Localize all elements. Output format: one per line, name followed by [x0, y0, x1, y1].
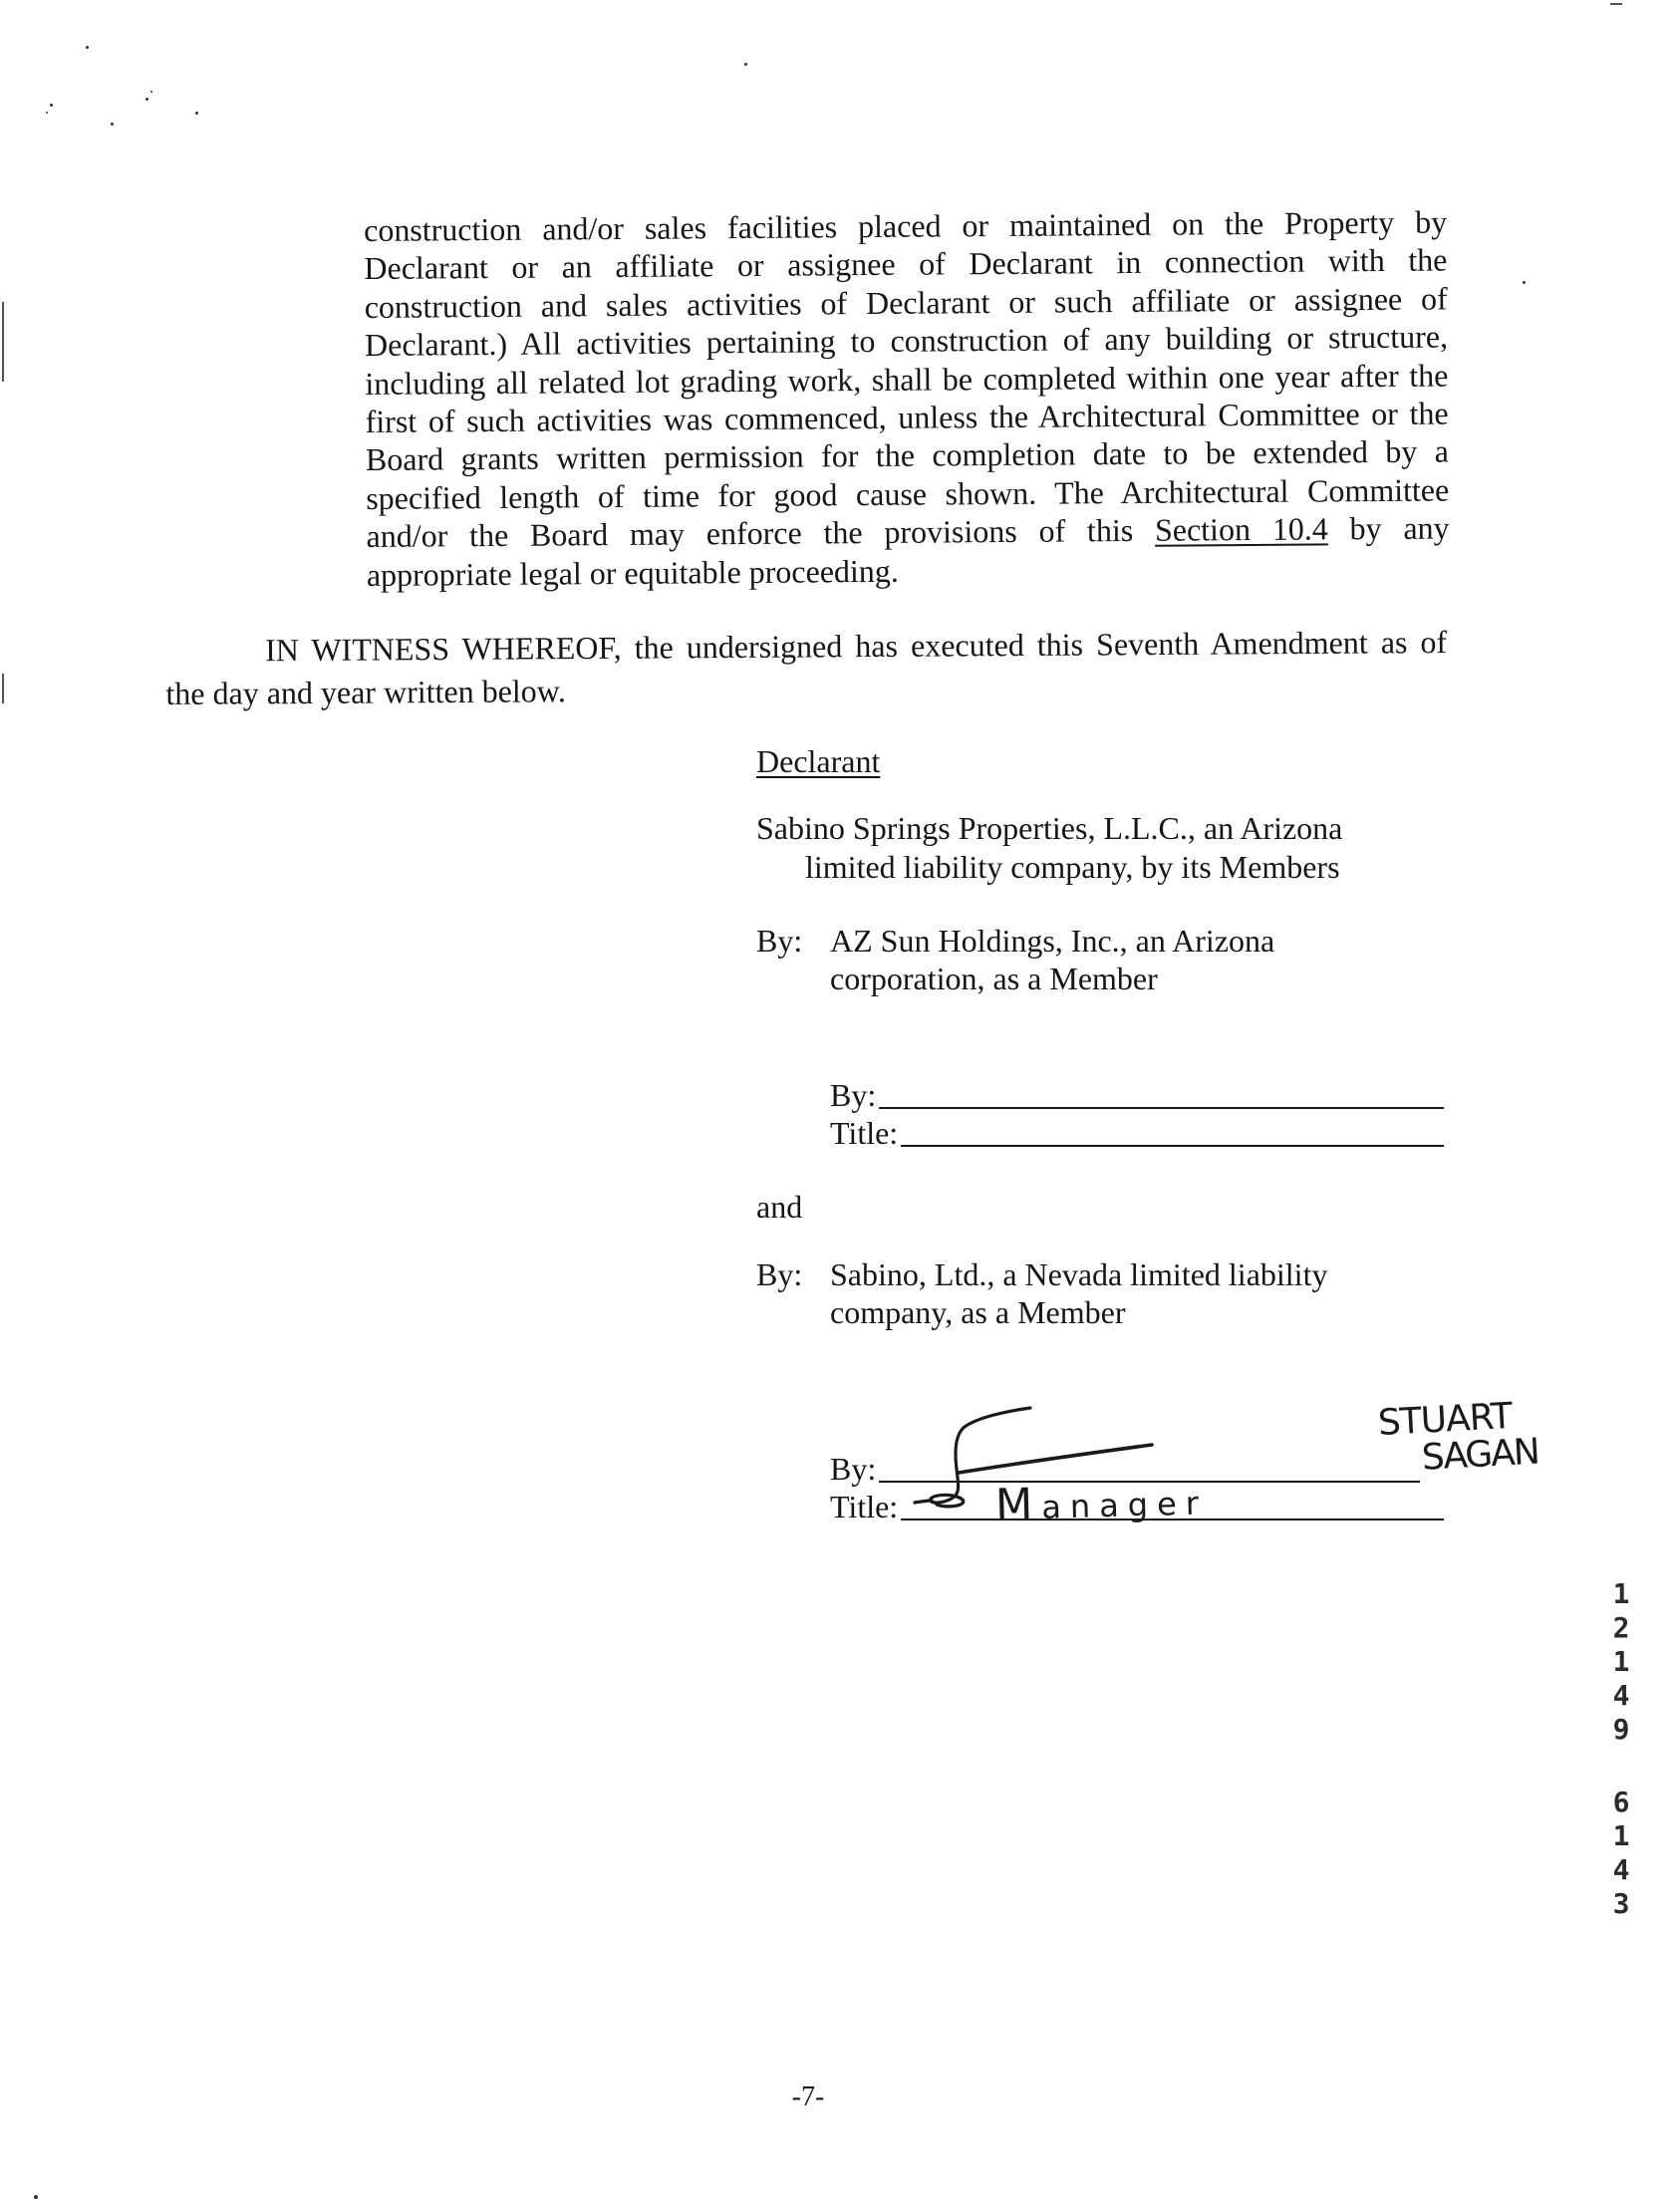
title-blank — [901, 1144, 1444, 1147]
witness-clause — [165, 621, 1448, 715]
signature-by-label: By: — [830, 1077, 877, 1113]
member1-by-label: By: — [756, 923, 803, 959]
page-number: -7- — [791, 2081, 825, 2112]
scan-edge-mark — [1610, 3, 1622, 5]
handwritten-name-line: SAGAN — [1420, 1431, 1539, 1479]
scan-speck — [46, 112, 48, 114]
scan-speck — [195, 112, 198, 115]
paragraph-line: construction and/or sales facilities placed or maintained on the Property by — [364, 203, 1448, 248]
docket-page-number: 6143 — [1612, 1786, 1630, 1920]
member2-name-line: company, as a Member — [830, 1294, 1126, 1330]
scan-speck — [744, 63, 747, 66]
member2-name-line: Sabino, Ltd., a Nevada limited liability — [830, 1256, 1328, 1292]
section-paragraph — [364, 202, 1450, 594]
signature-title-label: Title: — [830, 1115, 899, 1151]
scan-edge-mark — [2, 302, 4, 382]
handwritten-printed-name — [1377, 1397, 1539, 1479]
member1-title-line — [830, 1114, 1444, 1152]
member1-name-line: corporation, as a Member — [830, 961, 1158, 996]
paragraph-line: first of such activities was commenced, unless the Architectural Committee or the — [365, 395, 1449, 440]
member1-signature-line — [830, 1076, 1444, 1114]
scan-speck — [145, 98, 148, 101]
declarant-heading: Declarant — [756, 743, 881, 779]
handwritten-name-line: STUART — [1376, 1395, 1514, 1444]
witness-line: the day and year written below. — [165, 673, 566, 711]
scan-speck — [111, 123, 114, 126]
section-reference: Section 10.4 — [1154, 510, 1328, 549]
signature-title-label: Title: — [830, 1489, 899, 1524]
paragraph-line: Board grants written permission for the completion date to be extended by a — [365, 432, 1450, 478]
signature-blank — [879, 1106, 1444, 1109]
member1-name-line: AZ Sun Holdings, Inc., an Arizona — [830, 923, 1275, 959]
paragraph-text: and/or the Board may enforce the provisions of this — [366, 512, 1134, 555]
scan-speck — [1523, 281, 1526, 284]
scan-speck — [150, 91, 152, 93]
scan-edge-mark — [2, 674, 4, 703]
scan-speck — [34, 2195, 38, 2199]
scan-speck — [50, 104, 53, 107]
paragraph-line: specified length of time for good cause shown. The Architectural Committee — [366, 471, 1450, 516]
scan-speck — [86, 46, 89, 49]
member2-by-label: By: — [756, 1256, 803, 1292]
paragraph-line: Declarant or an affiliate or assignee of Declarant in connection with the — [364, 241, 1448, 287]
paragraph-line: construction and sales activities of Declarant or such affiliate or assignee of — [364, 280, 1448, 325]
paragraph-line: Declarant.) All activities pertaining to construction of any building or structure, — [364, 318, 1449, 364]
handwritten-title: Manager — [994, 1479, 1209, 1530]
witness-line: IN WITNESS WHEREOF, the undersigned has executed this Seventh Amendment as of — [265, 624, 1448, 669]
entity-name-line: Sabino Springs Properties, L.L.C., an Arizona — [756, 810, 1343, 846]
paragraph-text: by any — [1349, 509, 1450, 547]
paragraph-line: including all related lot grading work, shall be completed within one year after the — [365, 357, 1449, 402]
paragraph-line: appropriate legal or equitable proceeding. — [366, 552, 899, 593]
docket-book-number: 12149 — [1612, 1577, 1630, 1746]
entity-name-line: limited liability company, by its Members — [805, 849, 1340, 885]
conjunction: and — [756, 1189, 803, 1225]
signature-by-label: By: — [830, 1451, 877, 1487]
